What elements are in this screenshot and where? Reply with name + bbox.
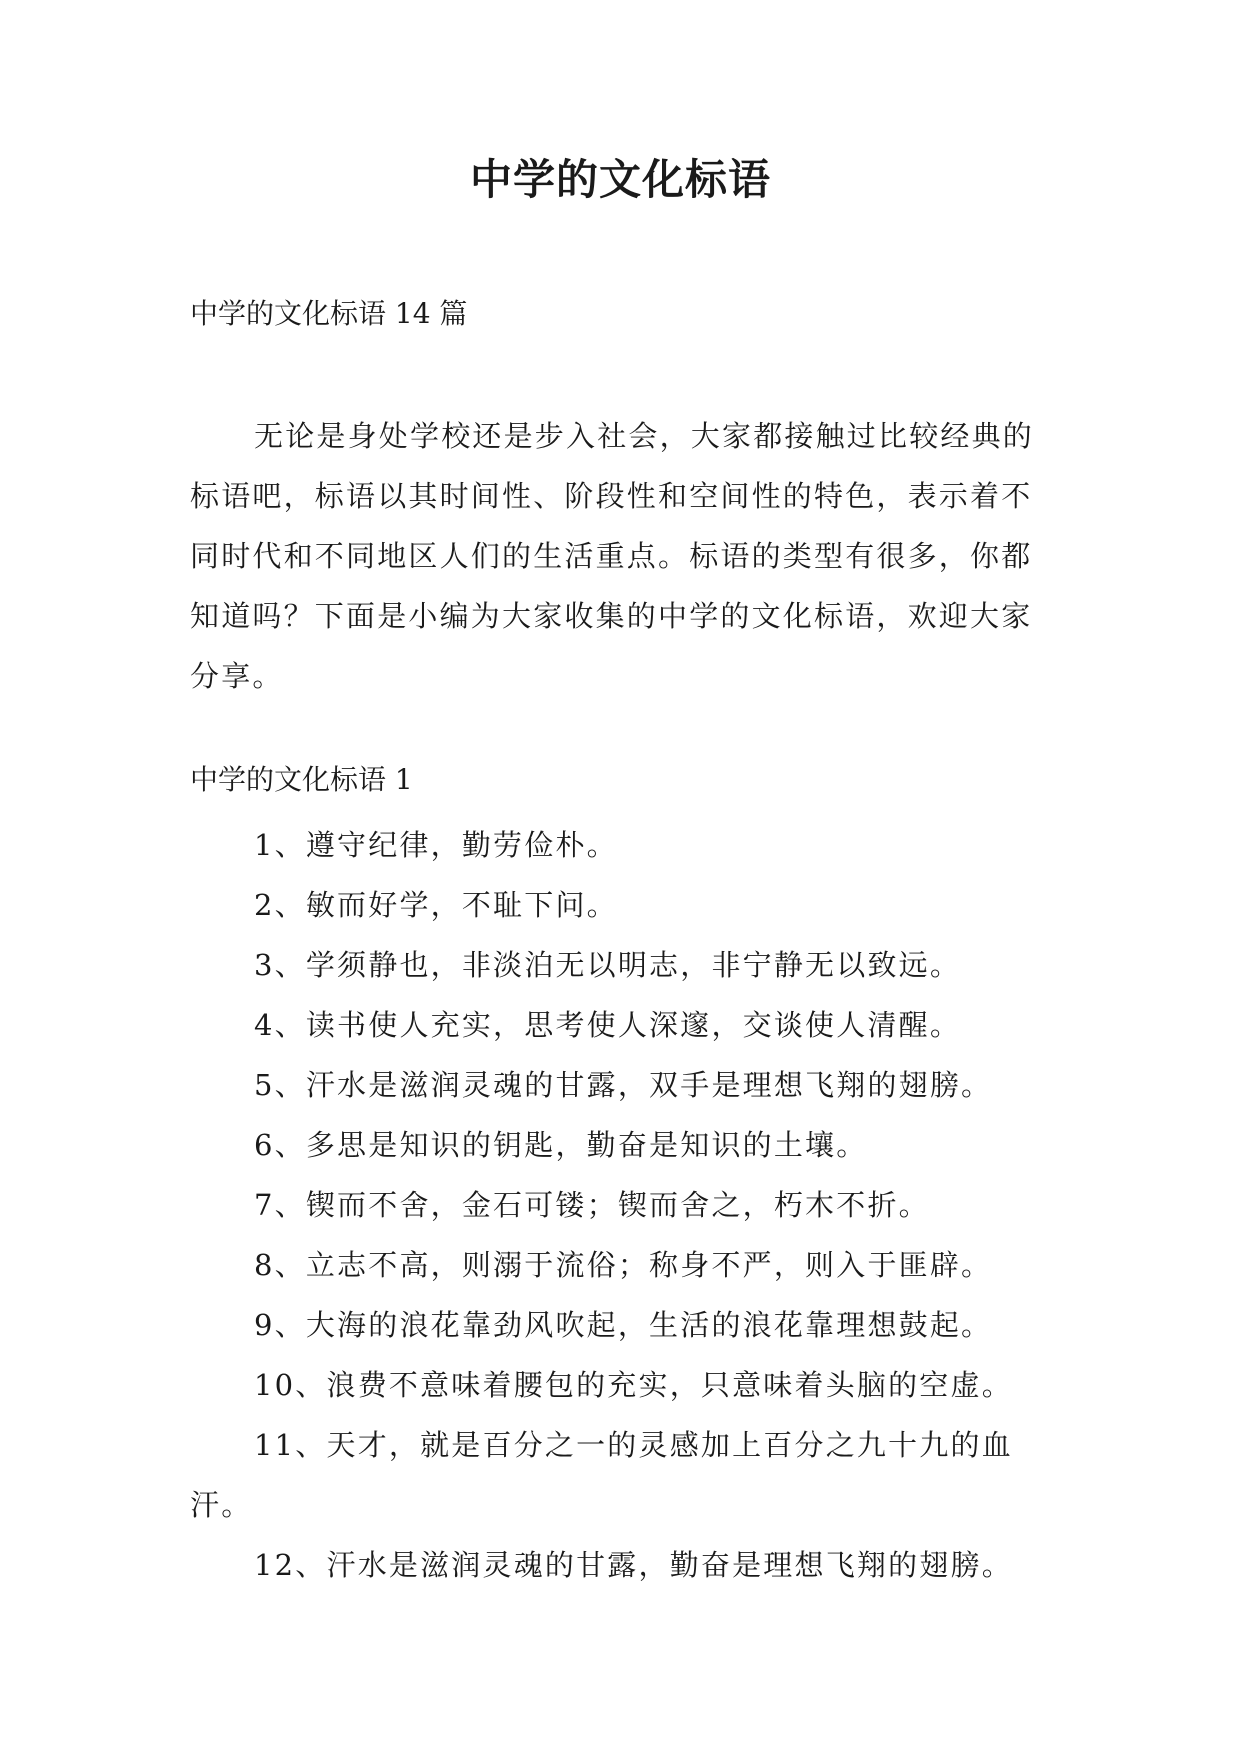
- slogan-item: 2、敏而好学，不耻下问。: [254, 888, 618, 922]
- slogan-item: 11、天才，就是百分之一的灵感加上百分之九十九的血汗。: [190, 1428, 1013, 1522]
- slogan-item: 10、浪费不意味着腰包的充实，只意味着头脑的空虚。: [254, 1368, 1013, 1402]
- slogan-item: 6、多思是知识的钥匙，勤奋是知识的土壤。: [254, 1128, 868, 1162]
- slogan-item: 3、学须静也，非淡泊无以明志，非宁静无以致远。: [254, 948, 962, 982]
- slogan-item: 4、读书使人充实，思考使人深邃，交谈使人清醒。: [254, 1008, 962, 1042]
- slogan-list: [190, 815, 1070, 1595]
- intro-paragraph: 无论是身处学校还是步入社会，大家都接触过比较经典的标语吧，标语以其时间性、阶段性和空间性的特色，表示着不同时代和不同地区人们的生活重点。标语的类型有很多，你都知道吗？下面是小编为大家收集的中学的文化标语，欢迎大家分享。: [190, 419, 1035, 693]
- slogan-item: 12、汗水是滋润灵魂的甘露，勤奋是理想飞翔的翅膀。: [254, 1548, 1013, 1582]
- slogan-item: 7、锲而不舍，金石可镂；锲而舍之，朽木不折。: [254, 1188, 930, 1222]
- section-heading: 中学的文化标语 1: [190, 763, 413, 796]
- slogan-item: 5、汗水是滋润灵魂的甘露，双手是理想飞翔的翅膀。: [254, 1068, 993, 1102]
- document-title: 中学的文化标语: [469, 155, 771, 204]
- document-subtitle: 中学的文化标语 14 篇: [190, 297, 468, 330]
- slogan-item: 9、大海的浪花靠劲风吹起，生活的浪花靠理想鼓起。: [254, 1308, 993, 1342]
- slogan-item: 1、遵守纪律，勤劳俭朴。: [254, 828, 618, 862]
- slogan-item: 8、立志不高，则溺于流俗；称身不严，则入于匪辟。: [254, 1248, 993, 1282]
